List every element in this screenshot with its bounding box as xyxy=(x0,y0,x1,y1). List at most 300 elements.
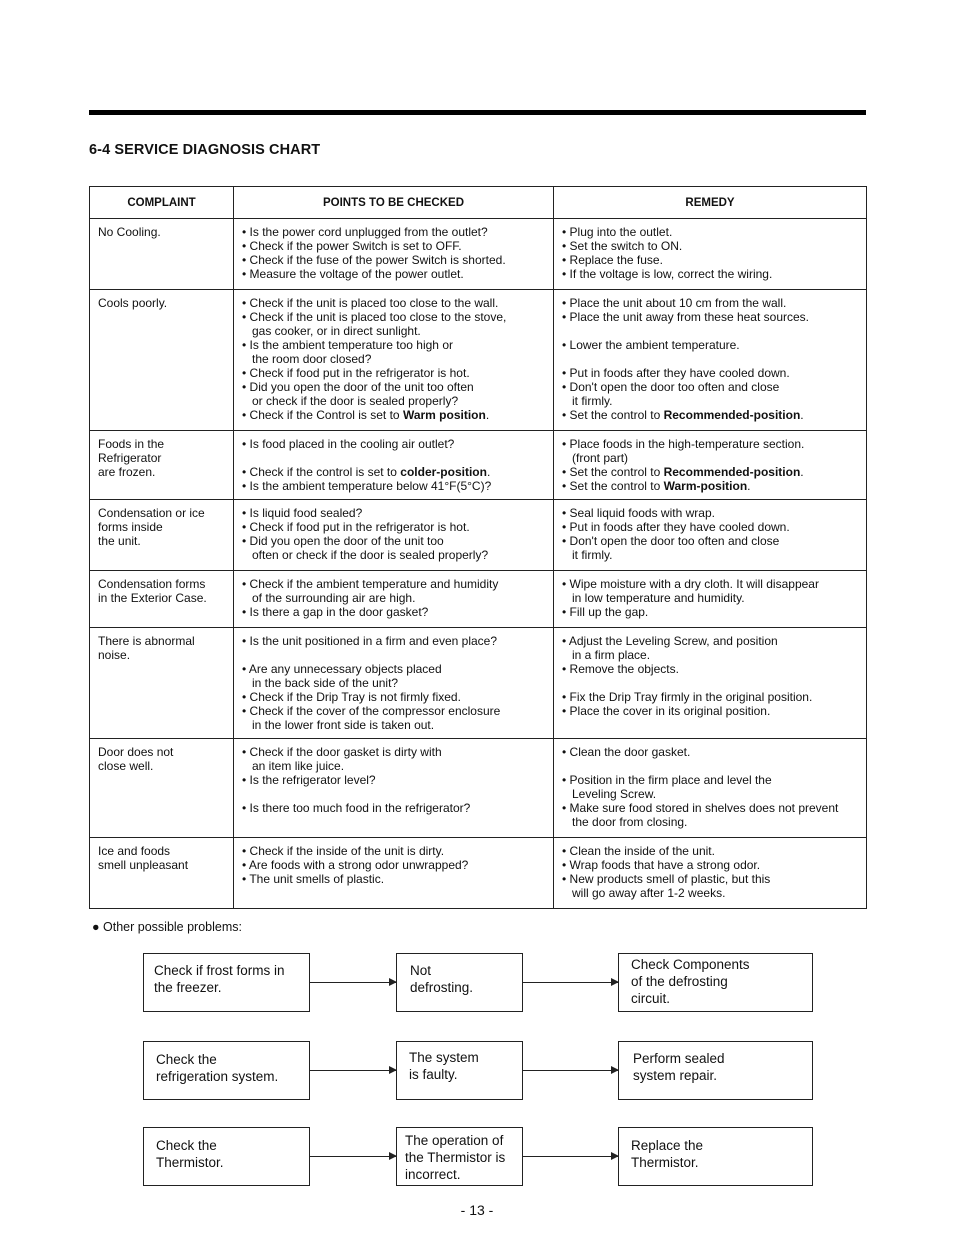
remedy-item xyxy=(562,338,858,352)
text-line xyxy=(242,773,545,787)
remedy-item xyxy=(562,844,858,858)
text-line xyxy=(242,366,545,380)
flow-row3-step3-box xyxy=(618,1127,813,1186)
check-item xyxy=(242,773,545,787)
text-run xyxy=(562,324,565,338)
table-row xyxy=(90,431,867,500)
text-run: • Place foods in the high-temperature section. xyxy=(562,437,805,451)
remedy-item xyxy=(562,506,858,520)
remedy-item xyxy=(562,872,858,900)
text-run: the room door closed? xyxy=(242,352,372,366)
text-line xyxy=(242,648,545,662)
text-line xyxy=(562,759,858,773)
check-item xyxy=(242,520,545,534)
header-points: POINTS TO BE CHECKED xyxy=(234,187,554,219)
text-line xyxy=(562,787,858,801)
text-run: • Place the cover in its original position. xyxy=(562,704,771,718)
text-run: • Remove the objects. xyxy=(562,662,679,676)
table-row xyxy=(90,290,867,431)
check-item xyxy=(242,225,545,239)
check-item xyxy=(242,787,545,801)
text-line xyxy=(562,451,858,465)
text-run: • Is the unit positioned in a firm and even place? xyxy=(242,634,498,648)
text-line xyxy=(242,479,545,493)
text-run: often or check if the door is sealed properly? xyxy=(242,548,489,562)
text-line xyxy=(242,787,545,801)
remedy-item xyxy=(562,380,858,408)
complaint-line: No Cooling. xyxy=(98,225,161,239)
text-line xyxy=(562,577,858,591)
remedy-cell xyxy=(554,838,867,909)
text-line xyxy=(242,872,545,886)
complaint-line: Condensation or ice xyxy=(98,506,205,520)
flow-row2-step3-box xyxy=(618,1041,813,1100)
text-line xyxy=(562,548,858,562)
complaint-line: close well. xyxy=(98,759,154,773)
text-line xyxy=(562,296,858,310)
text-run: • Check if the inside of the unit is dirty. xyxy=(242,844,445,858)
flow-row2-arrow-2 xyxy=(523,1070,618,1071)
flow-row2-step1-box xyxy=(143,1041,310,1100)
text-run: • Replace the fuse. xyxy=(562,253,663,267)
text-line xyxy=(562,815,858,829)
text-run: in a firm place. xyxy=(562,648,651,662)
top-rule xyxy=(89,110,866,115)
check-item xyxy=(242,844,545,858)
text-run: • Lower the ambient temperature. xyxy=(562,338,740,352)
complaint-cell xyxy=(90,290,234,431)
text-run: • Did you open the door of the unit too xyxy=(242,534,444,548)
text-run: • If the voltage is low, correct the wiring. xyxy=(562,267,773,281)
text-line xyxy=(562,225,858,239)
text-run: • Clean the door gasket. xyxy=(562,745,691,759)
check-item xyxy=(242,380,545,408)
text-run: • Place the unit about 10 cm from the wall. xyxy=(562,296,787,310)
table-row xyxy=(90,628,867,739)
text-run: • Is there a gap in the door gasket? xyxy=(242,605,429,619)
text-line xyxy=(242,408,545,422)
header-remedy: REMEDY xyxy=(554,187,867,219)
flow-row2-step2-box xyxy=(396,1041,523,1100)
check-item xyxy=(242,451,545,465)
check-item xyxy=(242,690,545,704)
text-run: • Don't open the door too often and close xyxy=(562,534,780,548)
text-run: • Check if the unit is placed too close to the wall. xyxy=(242,296,499,310)
text-run: • The unit smells of plastic. xyxy=(242,872,385,886)
flow-row1-step1-box xyxy=(143,953,310,1012)
text-line xyxy=(562,394,858,408)
diagnosis-table xyxy=(89,186,867,909)
text-run: • Is the refrigerator level? xyxy=(242,773,376,787)
header-complaint: COMPLAINT xyxy=(90,187,234,219)
text-line xyxy=(242,520,545,534)
check-item xyxy=(242,858,545,872)
text-run: • Place the unit away from these heat sources. xyxy=(562,310,809,324)
text-line xyxy=(562,324,858,338)
text-line xyxy=(562,506,858,520)
remedy-item xyxy=(562,690,858,704)
complaint-cell xyxy=(90,739,234,838)
points-cell xyxy=(234,290,554,431)
text-run: • Set the control to xyxy=(562,408,664,422)
text-run xyxy=(242,451,245,465)
text-run: • Is liquid food sealed? xyxy=(242,506,363,520)
text-line xyxy=(562,310,858,324)
text-run: . xyxy=(800,408,804,422)
flow-row1-step1-text: Check if frost forms in the freezer. xyxy=(154,963,285,995)
text-line xyxy=(242,451,545,465)
check-item xyxy=(242,534,545,562)
text-line xyxy=(242,296,545,310)
check-item xyxy=(242,267,545,281)
table-row xyxy=(90,571,867,628)
text-run: • Adjust the Leveling Screw, and position xyxy=(562,634,778,648)
remedy-item xyxy=(562,465,858,479)
remedy-cell xyxy=(554,219,867,290)
flow-row3-step2-text: The operation of the Thermistor is incorrect. xyxy=(405,1133,506,1182)
remedy-item xyxy=(562,437,858,465)
remedy-item xyxy=(562,858,858,872)
bold-setting: Warm-position xyxy=(663,479,748,493)
text-line xyxy=(562,745,858,759)
flow-row3-step2-box xyxy=(396,1127,523,1186)
complaint-line: noise. xyxy=(98,648,131,662)
text-line xyxy=(242,310,545,324)
text-line xyxy=(562,380,858,394)
text-run: • Wipe moisture with a dry cloth. It will disappear xyxy=(562,577,819,591)
text-line xyxy=(562,239,858,253)
text-run: it firmly. xyxy=(562,394,613,408)
remedy-item xyxy=(562,662,858,676)
remedy-item xyxy=(562,310,858,324)
remedy-item xyxy=(562,534,858,562)
remedy-item xyxy=(562,676,858,690)
complaint-line: in the Exterior Case. xyxy=(98,591,207,605)
flow-row1-arrow-1 xyxy=(310,982,396,983)
check-item xyxy=(242,801,545,815)
check-item xyxy=(242,704,545,732)
text-line xyxy=(562,886,858,900)
check-item xyxy=(242,465,545,479)
text-line xyxy=(242,437,545,451)
check-item xyxy=(242,437,545,451)
text-line xyxy=(562,408,858,422)
text-run: • Position in the firm place and level the xyxy=(562,773,772,787)
text-line xyxy=(562,253,858,267)
other-problems-label: ● Other possible problems: xyxy=(92,920,242,934)
text-line xyxy=(562,534,858,548)
complaint-cell xyxy=(90,571,234,628)
text-line xyxy=(562,801,858,815)
remedy-item xyxy=(562,634,858,662)
table-row xyxy=(90,838,867,909)
points-cell xyxy=(234,571,554,628)
check-item xyxy=(242,338,545,366)
text-run: • Check if food put in the refrigerator is hot. xyxy=(242,520,470,534)
text-run: • Fix the Drip Tray firmly in the original position. xyxy=(562,690,813,704)
text-run: • Is there too much food in the refrigerator? xyxy=(242,801,471,815)
check-item xyxy=(242,662,545,690)
remedy-item xyxy=(562,225,858,239)
check-item xyxy=(242,648,545,662)
text-line xyxy=(562,352,858,366)
text-line xyxy=(242,690,545,704)
text-line xyxy=(242,225,545,239)
complaint-line: Refrigerator xyxy=(98,451,162,465)
text-line xyxy=(562,465,858,479)
text-line xyxy=(562,690,858,704)
flow-row2-arrow-1 xyxy=(310,1070,396,1071)
text-run: • New products smell of plastic, but this xyxy=(562,872,771,886)
complaint-line: There is abnormal xyxy=(98,634,195,648)
complaint-cell xyxy=(90,219,234,290)
remedy-item xyxy=(562,239,858,253)
text-line xyxy=(562,366,858,380)
text-run: of the surrounding air are high. xyxy=(242,591,416,605)
remedy-item xyxy=(562,577,858,605)
text-run: • Are foods with a strong odor unwrapped? xyxy=(242,858,469,872)
remedy-item xyxy=(562,759,858,773)
text-line xyxy=(242,634,545,648)
text-line xyxy=(242,577,545,591)
table-row xyxy=(90,219,867,290)
text-line xyxy=(242,394,545,408)
remedy-item xyxy=(562,801,858,829)
text-line xyxy=(242,662,545,676)
text-line xyxy=(242,534,545,548)
flow-row3-step1-text: Check the Thermistor. xyxy=(156,1138,224,1170)
text-run: • Check if the Drip Tray is not firmly fixed. xyxy=(242,690,461,704)
text-line xyxy=(562,773,858,787)
remedy-cell xyxy=(554,739,867,838)
text-line xyxy=(562,591,858,605)
text-run: Leveling Screw. xyxy=(562,787,657,801)
complaint-line: Condensation forms xyxy=(98,577,206,591)
flow-row2-step2-text: The system is faulty. xyxy=(409,1050,479,1082)
text-run: (front part) xyxy=(562,451,629,465)
remedy-item xyxy=(562,408,858,422)
text-run: • Put in foods after they have cooled down. xyxy=(562,520,790,534)
text-line xyxy=(242,465,545,479)
flow-row1-step3-text: Check Components of the defrosting circuit. xyxy=(631,957,750,1006)
text-run: • Plug into the outlet. xyxy=(562,225,673,239)
points-cell xyxy=(234,219,554,290)
remedy-item xyxy=(562,366,858,380)
text-line xyxy=(242,324,545,338)
text-line xyxy=(562,648,858,662)
flow-row1-step3-box xyxy=(618,953,813,1012)
check-item xyxy=(242,577,545,605)
text-run: it firmly. xyxy=(562,548,613,562)
flow-row2-step1-text: Check the refrigeration system. xyxy=(156,1052,279,1084)
flow-row3-step1-box xyxy=(143,1127,310,1186)
remedy-item xyxy=(562,296,858,310)
text-line xyxy=(562,634,858,648)
text-line xyxy=(242,253,545,267)
text-run: • Don't open the door too often and close xyxy=(562,380,780,394)
check-item xyxy=(242,310,545,338)
complaint-cell xyxy=(90,500,234,571)
text-line xyxy=(562,704,858,718)
flow-row3-arrow-1 xyxy=(310,1156,396,1157)
text-run: • Make sure food stored in shelves does not prevent xyxy=(562,801,839,815)
text-run: • Check if the ambient temperature and humidity xyxy=(242,577,499,591)
text-run xyxy=(562,352,565,366)
complaint-cell xyxy=(90,838,234,909)
text-run xyxy=(242,648,245,662)
remedy-item xyxy=(562,745,858,759)
text-run: • Wrap foods that have a strong odor. xyxy=(562,858,761,872)
text-run: the door from closing. xyxy=(562,815,688,829)
complaint-line: forms inside xyxy=(98,520,163,534)
complaint-line: are frozen. xyxy=(98,465,156,479)
complaint-line: Door does not xyxy=(98,745,174,759)
text-run xyxy=(562,676,565,690)
check-item xyxy=(242,296,545,310)
text-run: • Check if the Control is set to xyxy=(242,408,403,422)
text-run: • Check if food put in the refrigerator is hot. xyxy=(242,366,470,380)
remedy-item xyxy=(562,605,858,619)
text-line xyxy=(242,548,545,562)
remedy-cell xyxy=(554,628,867,739)
check-item xyxy=(242,253,545,267)
text-line xyxy=(242,506,545,520)
text-line xyxy=(242,844,545,858)
section-title: 6-4 SERVICE DIAGNOSIS CHART xyxy=(89,142,321,158)
text-run: or check if the door is sealed properly? xyxy=(242,394,459,408)
text-run: in the back side of the unit? xyxy=(242,676,399,690)
text-run: • Fill up the gap. xyxy=(562,605,649,619)
page-number: - 13 - xyxy=(460,1202,494,1218)
remedy-item xyxy=(562,324,858,338)
text-run: • Check if the cover of the compressor enclosure xyxy=(242,704,501,718)
text-run: • Is the power cord unplugged from the outlet? xyxy=(242,225,488,239)
points-cell xyxy=(234,838,554,909)
text-line xyxy=(242,380,545,394)
text-run: • Is the ambient temperature too high or xyxy=(242,338,453,352)
remedy-cell xyxy=(554,290,867,431)
text-line xyxy=(562,844,858,858)
text-run: . xyxy=(747,479,751,493)
text-run: • Check if the control is set to xyxy=(242,465,401,479)
complaint-line: smell unpleasant xyxy=(98,858,189,872)
check-item xyxy=(242,239,545,253)
text-run: • Check if the door gasket is dirty with xyxy=(242,745,442,759)
text-run: • Is food placed in the cooling air outlet? xyxy=(242,437,455,451)
check-item xyxy=(242,745,545,773)
check-item xyxy=(242,479,545,493)
text-run: • Measure the voltage of the power outlet. xyxy=(242,267,464,281)
text-run: • Check if the fuse of the power Switch is shorted. xyxy=(242,253,506,267)
text-run: • Set the control to xyxy=(562,465,664,479)
text-line xyxy=(242,239,545,253)
remedy-item xyxy=(562,773,858,801)
remedy-item xyxy=(562,520,858,534)
remedy-cell xyxy=(554,500,867,571)
text-line xyxy=(242,704,545,718)
text-run: in low temperature and humidity. xyxy=(562,591,745,605)
table-row xyxy=(90,500,867,571)
text-run: . xyxy=(800,465,804,479)
text-line xyxy=(562,338,858,352)
text-run: • Put in foods after they have cooled down. xyxy=(562,366,790,380)
text-run: • Clean the inside of the unit. xyxy=(562,844,715,858)
text-run: • Did you open the door of the unit too often xyxy=(242,380,474,394)
text-line xyxy=(242,676,545,690)
check-item xyxy=(242,605,545,619)
text-run: • Seal liquid foods with wrap. xyxy=(562,506,715,520)
flow-row3-arrow-2 xyxy=(523,1156,618,1157)
check-item xyxy=(242,506,545,520)
remedy-item xyxy=(562,479,858,493)
flow-row1-step2-box xyxy=(396,953,523,1012)
flow-row1-arrow-2 xyxy=(523,982,618,983)
remedy-item xyxy=(562,352,858,366)
text-line xyxy=(242,718,545,732)
table-row xyxy=(90,739,867,838)
bold-setting: Recommended-position xyxy=(663,465,801,479)
text-line xyxy=(242,858,545,872)
text-line xyxy=(562,605,858,619)
text-line xyxy=(562,858,858,872)
text-run: • Are any unnecessary objects placed xyxy=(242,662,442,676)
text-line xyxy=(562,437,858,451)
check-item xyxy=(242,634,545,648)
text-line xyxy=(562,662,858,676)
text-run xyxy=(242,787,245,801)
check-item xyxy=(242,408,545,422)
text-line xyxy=(562,872,858,886)
text-run: in the lower front side is taken out. xyxy=(242,718,435,732)
text-run: • Is the ambient temperature below 41°F(5°C)? xyxy=(242,479,492,493)
points-cell xyxy=(234,431,554,500)
complaint-line: Foods in the xyxy=(98,437,165,451)
check-item xyxy=(242,366,545,380)
complaint-line: Ice and foods xyxy=(98,844,171,858)
text-line xyxy=(242,338,545,352)
text-run: . xyxy=(486,465,491,479)
complaint-line: Cools poorly. xyxy=(98,296,168,310)
complaint-line: the unit. xyxy=(98,534,141,548)
check-item xyxy=(242,872,545,886)
text-line xyxy=(562,520,858,534)
diagnosis-table-body xyxy=(90,219,867,909)
points-cell xyxy=(234,628,554,739)
remedy-cell xyxy=(554,571,867,628)
complaint-cell xyxy=(90,431,234,500)
text-run: . xyxy=(485,408,490,422)
text-line xyxy=(242,745,545,759)
bold-setting: colder-position xyxy=(400,465,487,479)
text-run xyxy=(562,759,565,773)
remedy-item xyxy=(562,267,858,281)
text-line xyxy=(242,801,545,815)
points-cell xyxy=(234,739,554,838)
points-cell xyxy=(234,500,554,571)
complaint-cell xyxy=(90,628,234,739)
text-line xyxy=(242,759,545,773)
flow-row2-step3-text: Perform sealed system repair. xyxy=(633,1051,725,1083)
text-line xyxy=(242,605,545,619)
remedy-cell xyxy=(554,431,867,500)
text-run: • Check if the power Switch is set to OFF. xyxy=(242,239,462,253)
text-line xyxy=(562,267,858,281)
text-run: • Set the switch to ON. xyxy=(562,239,683,253)
text-line xyxy=(562,479,858,493)
table-header-row xyxy=(90,187,867,219)
bold-setting: Recommended-position xyxy=(663,408,801,422)
text-line xyxy=(242,591,545,605)
